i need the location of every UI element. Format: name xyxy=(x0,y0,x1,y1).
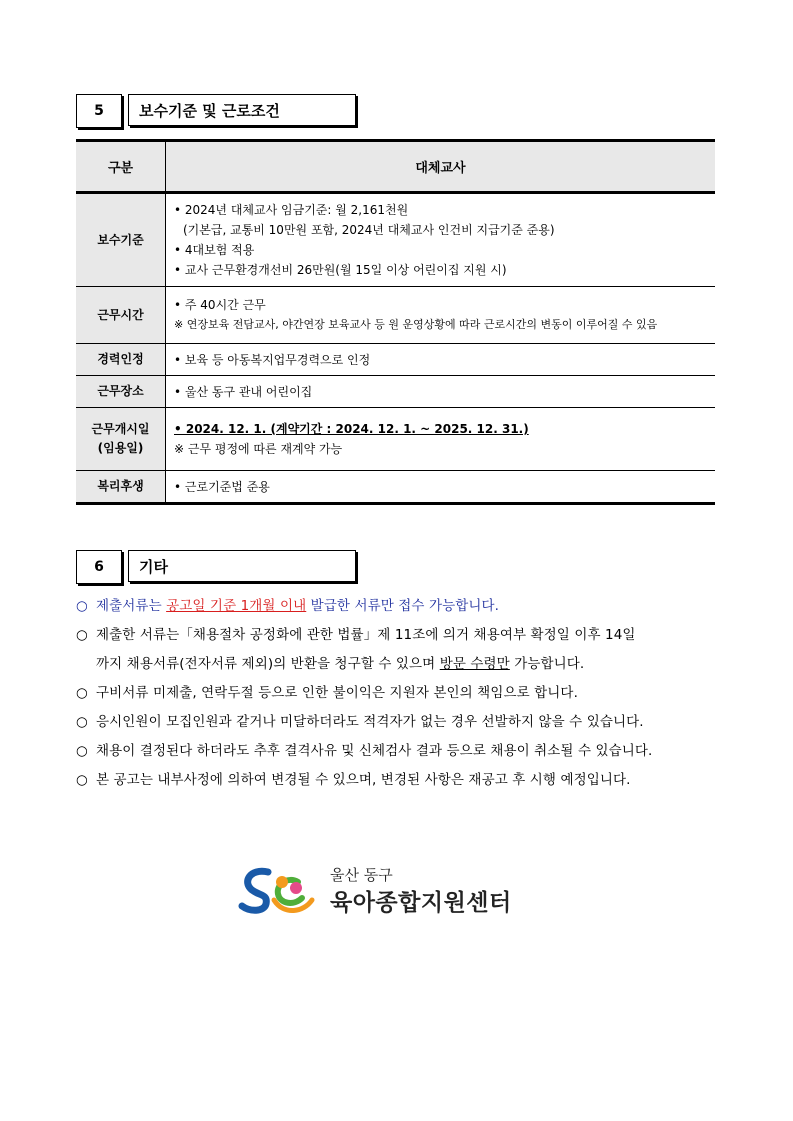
note-text: 발급한 서류만 접수 가능합니다. xyxy=(306,598,500,614)
bullet-circle: ○ xyxy=(76,714,88,730)
note-text: 응시인원이 모집인원과 같거나 미달하더라도 적격자가 없는 경우 선발하지 않을 수 있습니다. xyxy=(96,714,644,730)
content-line: • 교사 근무환경개선비 26만원(월 15일 이상 어린이집 지원 시) xyxy=(174,263,507,277)
note-text: 채용이 결정된다 하더라도 추후 결격사유 및 신체검사 결과 등으로 채용이 취소될 수 있습니다. xyxy=(96,743,653,759)
header-category: 구분 xyxy=(76,141,166,193)
table-row-hours xyxy=(76,287,715,344)
list-item xyxy=(76,592,726,621)
row-label: 근무장소 xyxy=(76,376,166,408)
note-text: 본 공고는 내부사정에 의하여 변경될 수 있으며, 변경된 사항은 재공고 후 시행 예정입니다. xyxy=(96,772,631,788)
content-line: • 울산 동구 관내 어린이집 xyxy=(174,384,313,399)
center-logo xyxy=(238,860,528,920)
content-line: ※ 연장보육 전담교사, 야간연장 보육교사 등 원 운영상황에 따라 근로시간의 변동이 이루어질 수 있음 xyxy=(174,318,658,331)
section-title: 기타 xyxy=(128,550,356,582)
header-substitute-teacher: 대체교사 xyxy=(166,141,716,193)
row-content xyxy=(166,344,716,376)
bullet-circle: ○ xyxy=(76,772,88,788)
logo-subtitle: 울산 동구 xyxy=(330,866,393,884)
bullet-circle: ○ xyxy=(76,627,88,643)
content-line: • 4대보험 적용 xyxy=(174,243,255,257)
section-number: 5 xyxy=(76,94,122,128)
label-line: (임용일) xyxy=(97,441,144,455)
note-text-continued: 까지 채용서류(전자서류 제외)의 반환을 청구할 수 있으며 방문 수령만 가능합니다. xyxy=(96,656,585,672)
row-content xyxy=(166,471,716,504)
content-line: • 2024. 12. 1. (계약기간 : 2024. 12. 1. ~ 2025. 12. 31.) xyxy=(174,422,529,436)
row-content xyxy=(166,408,716,471)
content-line: ※ 근무 평정에 따른 재계약 가능 xyxy=(174,442,343,456)
table-header-row xyxy=(76,141,715,193)
logo-emblem-icon xyxy=(238,860,328,920)
notes-list xyxy=(76,592,726,795)
table-row-pay xyxy=(76,193,715,287)
content-line: • 보육 등 아동복지업무경력으로 인정 xyxy=(174,352,371,367)
conditions-table xyxy=(76,139,715,505)
row-content xyxy=(166,376,716,408)
bullet-circle: ○ xyxy=(76,743,88,759)
list-item xyxy=(76,708,726,737)
list-item xyxy=(76,621,726,679)
note-text: 제출서류는 xyxy=(96,598,167,614)
table-row-career xyxy=(76,344,715,376)
row-content xyxy=(166,193,716,287)
list-item xyxy=(76,737,726,766)
table-row-welfare xyxy=(76,471,715,504)
row-label xyxy=(76,408,166,471)
row-label: 보수기준 xyxy=(76,193,166,287)
note-underline: 방문 수령만 xyxy=(439,656,510,672)
label-line: 근무개시일 xyxy=(91,422,150,436)
bullet-circle: ○ xyxy=(76,685,88,701)
content-line: • 주 40시간 근무 xyxy=(174,298,266,312)
row-label: 복리후생 xyxy=(76,471,166,504)
content-line: (기본급, 교통비 10만원 포함, 2024년 대체교사 인건비 지급기준 준용) xyxy=(183,223,555,237)
row-label: 근무시간 xyxy=(76,287,166,344)
note-highlight: 공고일 기준 1개월 이내 xyxy=(166,598,307,614)
bullet-circle: ○ xyxy=(76,598,88,614)
table-row-location xyxy=(76,376,715,408)
note-text: 제출한 서류는「채용절차 공정화에 관한 법률」제 11조에 의거 채용여부 확정일 이후 14일 xyxy=(96,627,636,643)
section-number: 6 xyxy=(76,550,122,584)
row-label: 경력인정 xyxy=(76,344,166,376)
logo-title: 육아종합지원센터 xyxy=(330,890,512,916)
section-title: 보수기준 및 근로조건 xyxy=(128,94,356,126)
content-line: • 근로기준법 준용 xyxy=(174,479,270,494)
list-item xyxy=(76,679,726,708)
row-content xyxy=(166,287,716,344)
list-item xyxy=(76,766,726,795)
note-text: 구비서류 미제출, 연락두절 등으로 인한 불이익은 지원자 본인의 책임으로 합니다. xyxy=(96,685,578,701)
table-row-start-date xyxy=(76,408,715,471)
content-line: • 2024년 대체교사 임금기준: 월 2,161천원 xyxy=(174,203,409,217)
